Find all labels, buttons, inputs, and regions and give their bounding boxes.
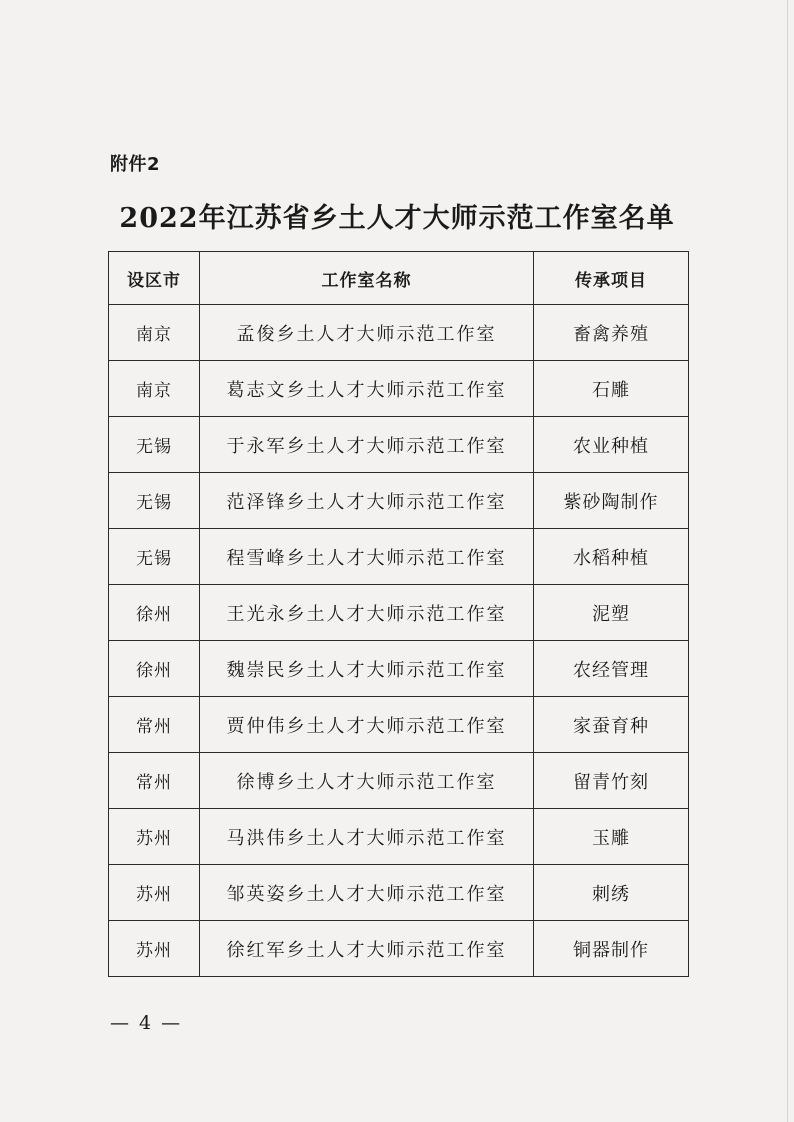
page-number: — 4 — bbox=[110, 1012, 183, 1034]
table-row bbox=[109, 809, 689, 865]
project-cell: 紫砂陶制作 bbox=[534, 473, 689, 529]
project-cell: 留青竹刻 bbox=[534, 753, 689, 809]
project-cell: 刺绣 bbox=[534, 865, 689, 921]
table-row bbox=[109, 417, 689, 473]
studio-name-cell: 葛志文乡土人才大师示范工作室 bbox=[200, 361, 534, 417]
project-cell: 畜禽养殖 bbox=[534, 305, 689, 361]
column-header-project: 传承项目 bbox=[534, 252, 689, 305]
project-cell: 泥塑 bbox=[534, 585, 689, 641]
studio-name-cell: 程雪峰乡土人才大师示范工作室 bbox=[200, 529, 534, 585]
table-row bbox=[109, 305, 689, 361]
city-cell: 无锡 bbox=[109, 417, 200, 473]
table-row bbox=[109, 641, 689, 697]
studio-name-cell: 孟俊乡土人才大师示范工作室 bbox=[200, 305, 534, 361]
table-row bbox=[109, 753, 689, 809]
studio-name-cell: 魏崇民乡土人才大师示范工作室 bbox=[200, 641, 534, 697]
city-cell: 无锡 bbox=[109, 473, 200, 529]
city-cell: 南京 bbox=[109, 305, 200, 361]
studio-name-cell: 徐博乡土人才大师示范工作室 bbox=[200, 753, 534, 809]
city-cell: 南京 bbox=[109, 361, 200, 417]
table-row bbox=[109, 473, 689, 529]
city-cell: 常州 bbox=[109, 697, 200, 753]
studio-name-cell: 徐红军乡土人才大师示范工作室 bbox=[200, 921, 534, 977]
studio-roster-table bbox=[108, 251, 689, 977]
city-cell: 徐州 bbox=[109, 641, 200, 697]
city-cell: 苏州 bbox=[109, 865, 200, 921]
city-cell: 苏州 bbox=[109, 921, 200, 977]
project-cell: 玉雕 bbox=[534, 809, 689, 865]
city-cell: 常州 bbox=[109, 753, 200, 809]
city-cell: 徐州 bbox=[109, 585, 200, 641]
studio-name-cell: 于永军乡土人才大师示范工作室 bbox=[200, 417, 534, 473]
table-header-row bbox=[109, 252, 689, 305]
project-cell: 农业种植 bbox=[534, 417, 689, 473]
studio-name-cell: 马洪伟乡土人才大师示范工作室 bbox=[200, 809, 534, 865]
studio-name-cell: 王光永乡土人才大师示范工作室 bbox=[200, 585, 534, 641]
page-edge-line bbox=[787, 0, 788, 1122]
city-cell: 苏州 bbox=[109, 809, 200, 865]
table-row bbox=[109, 697, 689, 753]
studio-name-cell: 邹英姿乡土人才大师示范工作室 bbox=[200, 865, 534, 921]
column-header-studio: 工作室名称 bbox=[200, 252, 534, 305]
studio-name-cell: 贾仲伟乡土人才大师示范工作室 bbox=[200, 697, 534, 753]
table-row bbox=[109, 585, 689, 641]
document-title: 2022年江苏省乡土人才大师示范工作室名单 bbox=[119, 203, 675, 234]
table-row bbox=[109, 529, 689, 585]
table-row bbox=[109, 865, 689, 921]
attachment-label: 附件2 bbox=[110, 154, 161, 175]
project-cell: 石雕 bbox=[534, 361, 689, 417]
table-row bbox=[109, 361, 689, 417]
city-cell: 无锡 bbox=[109, 529, 200, 585]
project-cell: 水稻种植 bbox=[534, 529, 689, 585]
studio-name-cell: 范泽锋乡土人才大师示范工作室 bbox=[200, 473, 534, 529]
table-row bbox=[109, 921, 689, 977]
project-cell: 农经管理 bbox=[534, 641, 689, 697]
column-header-city: 设区市 bbox=[109, 252, 200, 305]
project-cell: 铜器制作 bbox=[534, 921, 689, 977]
project-cell: 家蚕育种 bbox=[534, 697, 689, 753]
